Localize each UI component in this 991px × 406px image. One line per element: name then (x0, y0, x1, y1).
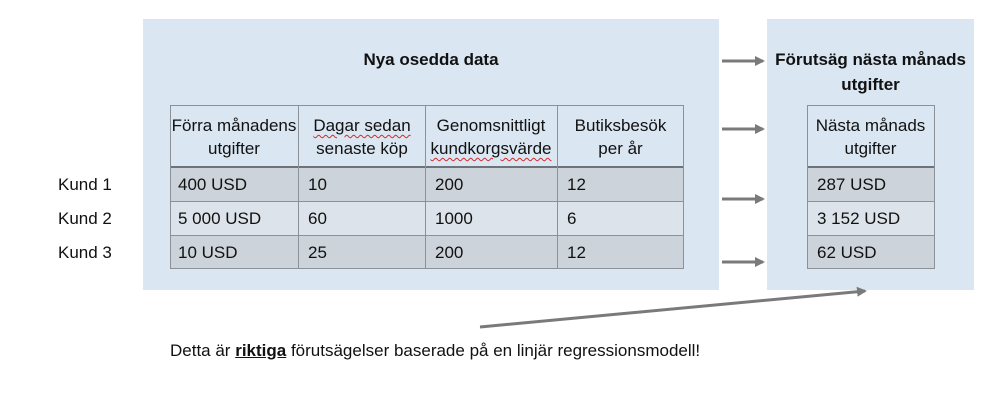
table-cell: 60 (308, 209, 327, 228)
caption-pointer-arrow-icon (480, 291, 865, 327)
input-panel-title: Nya osedda data (363, 50, 499, 69)
header-line: utgifter (844, 139, 897, 158)
table-cell: 200 (435, 175, 464, 194)
header-line: senaste köp (316, 139, 408, 158)
table-cell: 12 (567, 243, 586, 262)
table-cell: 25 (308, 243, 327, 262)
prediction-cell: 3 152 USD (817, 209, 901, 228)
prediction-cell: 62 USD (817, 243, 877, 262)
header-line: Genomsnittligt (436, 116, 546, 135)
row-label-kund-3: Kund 3 (58, 243, 112, 262)
row-label-kund-2: Kund 2 (58, 209, 112, 228)
table-cell: 200 (435, 243, 464, 262)
table-cell: 6 (567, 209, 577, 228)
header-line: kundkorgsvärde (430, 139, 552, 158)
table-cell: 5 000 USD (178, 209, 262, 228)
caption-before: Detta är (170, 341, 236, 360)
header-line: utgifter (208, 139, 260, 158)
header-line: Butiksbesök (574, 116, 667, 135)
prediction-cell: 287 USD (817, 175, 886, 194)
table-cell: 10 USD (178, 243, 238, 262)
header-line: Nästa månads (815, 116, 926, 135)
caption-emphasis: riktiga (235, 341, 287, 360)
header-line: Dagar sedan (313, 116, 411, 135)
table-cell: 400 USD (178, 175, 247, 194)
table-cell: 1000 (435, 209, 473, 228)
prediction-title-line2: utgifter (841, 75, 900, 94)
header-line: per år (598, 139, 643, 158)
caption-text (170, 340, 700, 362)
prediction-title-line1: Förutsäg nästa månads (775, 50, 966, 69)
row-label-kund-1: Kund 1 (58, 175, 112, 194)
table-cell: 12 (567, 175, 586, 194)
caption-after: förutsägelser baserade på en linjär regressionsmodell! (286, 341, 701, 360)
table-cell: 10 (308, 175, 327, 194)
header-line: Förra månadens (171, 116, 297, 135)
